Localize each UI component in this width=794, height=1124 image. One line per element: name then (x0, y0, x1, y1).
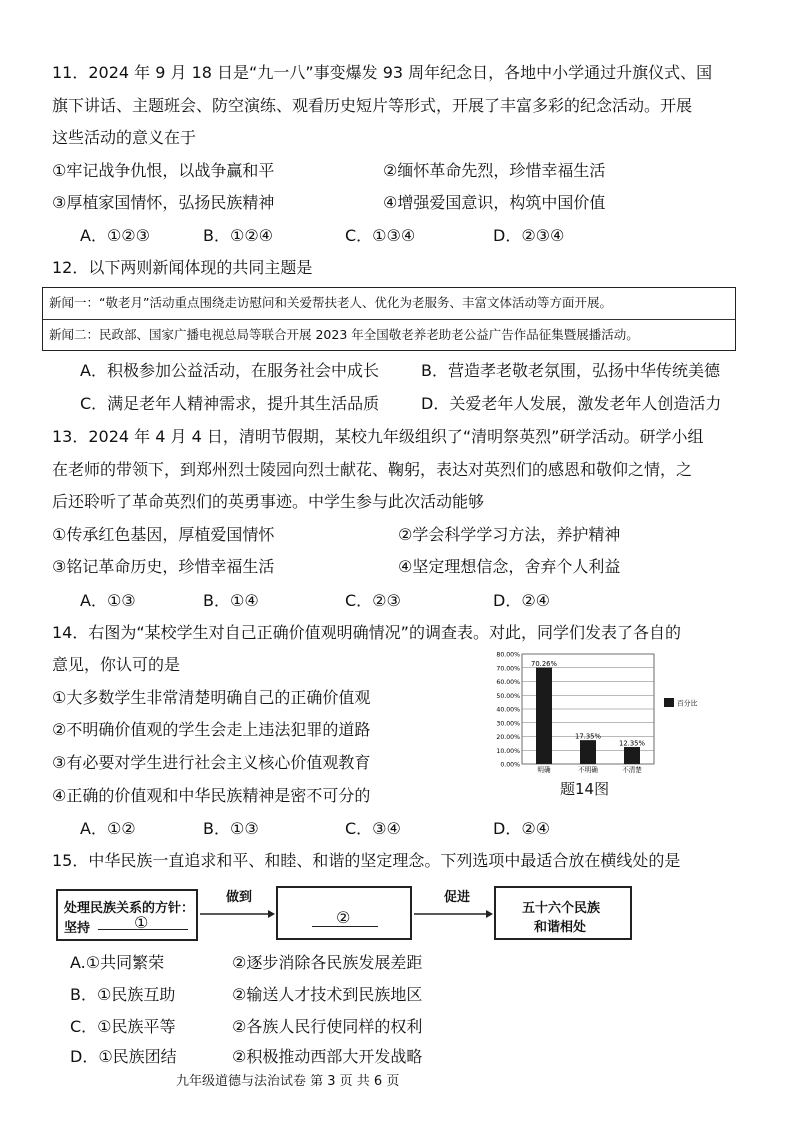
chart-data-label: 17.35% (575, 732, 601, 741)
q15-arrow-2-label: 促进 (444, 890, 471, 905)
chart-y-tick-label: 40.00% (496, 706, 520, 714)
q11-choice-d: D．②③④ (493, 226, 565, 245)
chart-y-tick-label: 50.00% (496, 692, 520, 700)
chart-bar (536, 667, 552, 764)
chart-y-tick-label: 80.00% (496, 651, 520, 659)
q14-choice-a: A．①② (80, 819, 136, 838)
q14-bar-chart (486, 648, 736, 778)
chart-y-tick-label: 60.00% (496, 679, 520, 686)
chart-y-tick-label: 10.00% (496, 747, 520, 755)
chart-data-label: 12.35% (619, 739, 645, 748)
q12-news-box (42, 287, 736, 351)
q13-stem-line2: 在老师的带领下，到郑州烈士陵园向烈士献花、鞠躬，表达对英烈们的感恩和敬仰之情，之 (52, 460, 693, 479)
q14-choice-b: B．①③ (203, 819, 259, 838)
q11-stem-line1: 11．2024 年 9 月 18 日是“九一八”事变爆发 93 周年纪念日，各地中小学通过升旗仪式、国 (52, 63, 713, 82)
q13-option-4: ④坚定理想信念，舍弃个人利益 (398, 557, 621, 576)
q11-option-2: ②缅怀革命先烈，珍惜幸福生活 (383, 161, 606, 180)
q14-option-4: ④正确的价值观和中华民族精神是密不可分的 (52, 786, 371, 805)
q12-choice-a: A．积极参加公益活动，在服务社会中成长 (80, 361, 379, 380)
q15-blank-1-label: ① (134, 913, 149, 932)
chart-data-label: 70.26% (531, 659, 557, 668)
q12-stem: 12．以下两则新闻体现的共同主题是 (52, 258, 313, 277)
q15-box-policy (56, 889, 198, 941)
q11-choice-a: A．①②③ (80, 226, 150, 245)
q15-choice-a-part1: A.①共同繁荣 (70, 953, 165, 972)
q15-choice-b-part1: B．①民族互助 (70, 985, 176, 1004)
q15-box-result-line1: 五十六个民族 (522, 901, 601, 916)
q15-choice-c-part2: ②各族人民行使同样的权利 (232, 1017, 423, 1036)
q13-choice-d: D．②④ (493, 591, 551, 610)
q11-option-3: ③厚植家国情怀，弘扬民族精神 (52, 193, 275, 212)
q15-box-result (494, 886, 632, 940)
q15-choice-d-part2: ②积极推动西部大开发战略 (232, 1047, 423, 1066)
q13-option-1: ①传承红色基因，厚植爱国情怀 (52, 525, 275, 544)
q15-arrow-1-label: 做到 (226, 890, 253, 905)
chart-legend-label: 百分比 (677, 699, 698, 708)
q15-choice-b-part2: ②输送人才技术到民族地区 (232, 985, 423, 1004)
chart-x-tick-label: 不清楚 (622, 766, 642, 774)
q14-choice-d: D．②④ (493, 819, 551, 838)
q13-option-2: ②学会科学学习方法，养护精神 (398, 525, 621, 544)
q11-choice-c: C．①③④ (345, 226, 416, 245)
q15-choice-d-part1: D．①民族团结 (70, 1047, 177, 1066)
q13-stem-line1: 13．2024 年 4 月 4 日，清明节假期，某校九年级组织了“清明祭英烈”研学活动。研学小组 (52, 427, 704, 446)
q12-news-1: 新闻一：“敬老月”活动重点围绕走访慰问和关爱帮扶老人、优化为老服务、丰富文体活动等方面开展。 (49, 295, 612, 310)
q12-news-divider (43, 319, 735, 320)
q14-stem-line2: 意见，你认可的是 (52, 655, 181, 674)
page-footer: 九年级道德与法治试卷 第 3 页 共 6 页 (176, 1074, 400, 1089)
q13-choice-a: A．①③ (80, 591, 136, 610)
chart-y-tick-label: 20.00% (496, 734, 520, 741)
q15-choice-c-part1: C．①民族平等 (70, 1017, 176, 1036)
q13-choice-b: B．①④ (203, 591, 259, 610)
chart-x-tick-label: 明确 (537, 766, 551, 774)
q13-stem-line3: 后还聆听了革命英烈们的英勇事迹。中学生参与此次活动能够 (52, 492, 485, 511)
q14-option-3: ③有必要对学生进行社会主义核心价值观教育 (52, 753, 371, 772)
chart-y-tick-label: 0.00% (500, 761, 520, 769)
q14-choice-c: C．③④ (345, 819, 401, 838)
q12-choice-b: B．营造孝老敬老氛围，弘扬中华传统美德 (421, 361, 720, 380)
q14-stem-line1: 14．右图为“某校学生对自己正确价值观明确情况”的调查表。对此，同学们发表了各自的 (52, 623, 681, 642)
chart-bar (580, 740, 596, 764)
q11-choice-b: B．①②④ (203, 226, 274, 245)
q11-stem-line2: 旗下讲话、主题班会、防空演练、观看历史短片等形式，开展了丰富多彩的纪念活动。开展 (52, 96, 693, 115)
q15-box-middle (276, 886, 412, 940)
q15-box-policy-line2: 坚持 (64, 921, 91, 936)
q14-option-2: ②不明确价值观的学生会走上违法犯罪的道路 (52, 720, 371, 739)
chart-bar (624, 747, 640, 764)
q15-stem: 15．中华民族一直追求和平、和睦、和谐的坚定理念。下列选项中最适合放在横线处的是 (52, 851, 681, 870)
chart-y-tick-label: 70.00% (496, 665, 520, 673)
q11-option-1: ①牢记战争仇恨，以战争赢和平 (52, 161, 275, 180)
q13-option-3: ③铭记革命历史，珍惜幸福生活 (52, 557, 275, 576)
q11-option-4: ④增强爱国意识，构筑中国价值 (383, 193, 606, 212)
q13-choice-c: C．②③ (345, 591, 401, 610)
q12-news-2: 新闻二：民政部、国家广播电视总局等联合开展 2023 年全国敬老养老助老公益广告作品征集暨展播活动。 (49, 327, 639, 342)
q12-choice-d: D．关爱老年人发展，激发老年人创造活力 (421, 394, 722, 413)
q12-choice-c: C．满足老年人精神需求，提升其生活品质 (80, 394, 380, 413)
q14-chart-caption: 题14图 (560, 780, 610, 798)
chart-legend-swatch (664, 698, 674, 707)
q15-blank-2-label: ② (336, 908, 351, 927)
q11-stem-line3: 这些活动的意义在于 (52, 128, 197, 147)
q14-option-1: ①大多数学生非常清楚明确自己的正确价值观 (52, 688, 371, 707)
q15-box-policy-line1: 处理民族关系的方针： (64, 901, 195, 916)
chart-y-tick-label: 30.00% (496, 720, 520, 728)
chart-x-tick-label: 不明确 (578, 766, 598, 774)
q15-choice-a-part2: ②逐步消除各民族发展差距 (232, 953, 423, 972)
q15-box-result-line2: 和谐相处 (534, 920, 587, 935)
